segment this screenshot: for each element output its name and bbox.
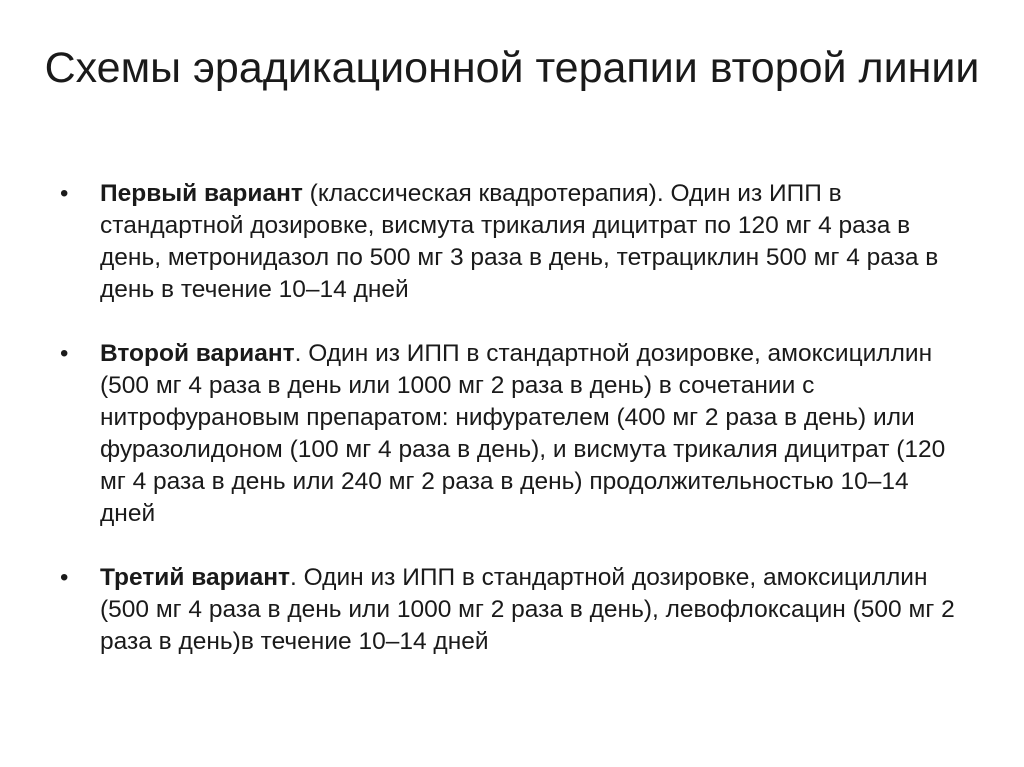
- item-lead: Третий вариант: [100, 564, 291, 591]
- bullet-icon: •: [60, 180, 69, 207]
- item-text: . Один из ИПП в стандартной дозировке, амоксициллин (500 мг 4 раза в день или 1000 мг 2 раза в день) в сочетании с нитрофурановым препаратом: нифурателем (400 мг 2 раза в день) или фуразолидоном (100 мг 4 раза в день), и висмута трикалия дицитрат (120 мг 4 раза в день или 240 мг 2 раза в день) продолжительностью 10–14 дней: [100, 340, 946, 527]
- item-lead: Второй вариант: [100, 340, 295, 367]
- bullet-icon: •: [60, 564, 69, 591]
- bullet-item-second-variant: [60, 338, 970, 530]
- item-text: (классическая квадротерапия). Один из ИПП в стандартной дозировке, висмута трикалия дицитрат по 120 мг 4 раза в день, метронидазол по 500 мг 3 раза в день, тетрациклин 500 мг 4 раза в день в течение 10–14 дней: [100, 180, 939, 303]
- bullet-item-first-variant: [60, 178, 970, 306]
- slide-title: Схемы эрадикационной терапии второй линии: [44, 44, 980, 92]
- bullet-list: [60, 178, 970, 658]
- bullet-icon: •: [60, 340, 69, 367]
- item-lead: Первый вариант: [100, 180, 303, 207]
- bullet-item-third-variant: [60, 562, 970, 658]
- item-text: . Один из ИПП в стандартной дозировке, амоксициллин (500 мг 4 раза в день или 1000 мг 2 раза в день), левофлоксацин (500 мг 2 раза в день)в течение 10–14 дней: [100, 564, 955, 655]
